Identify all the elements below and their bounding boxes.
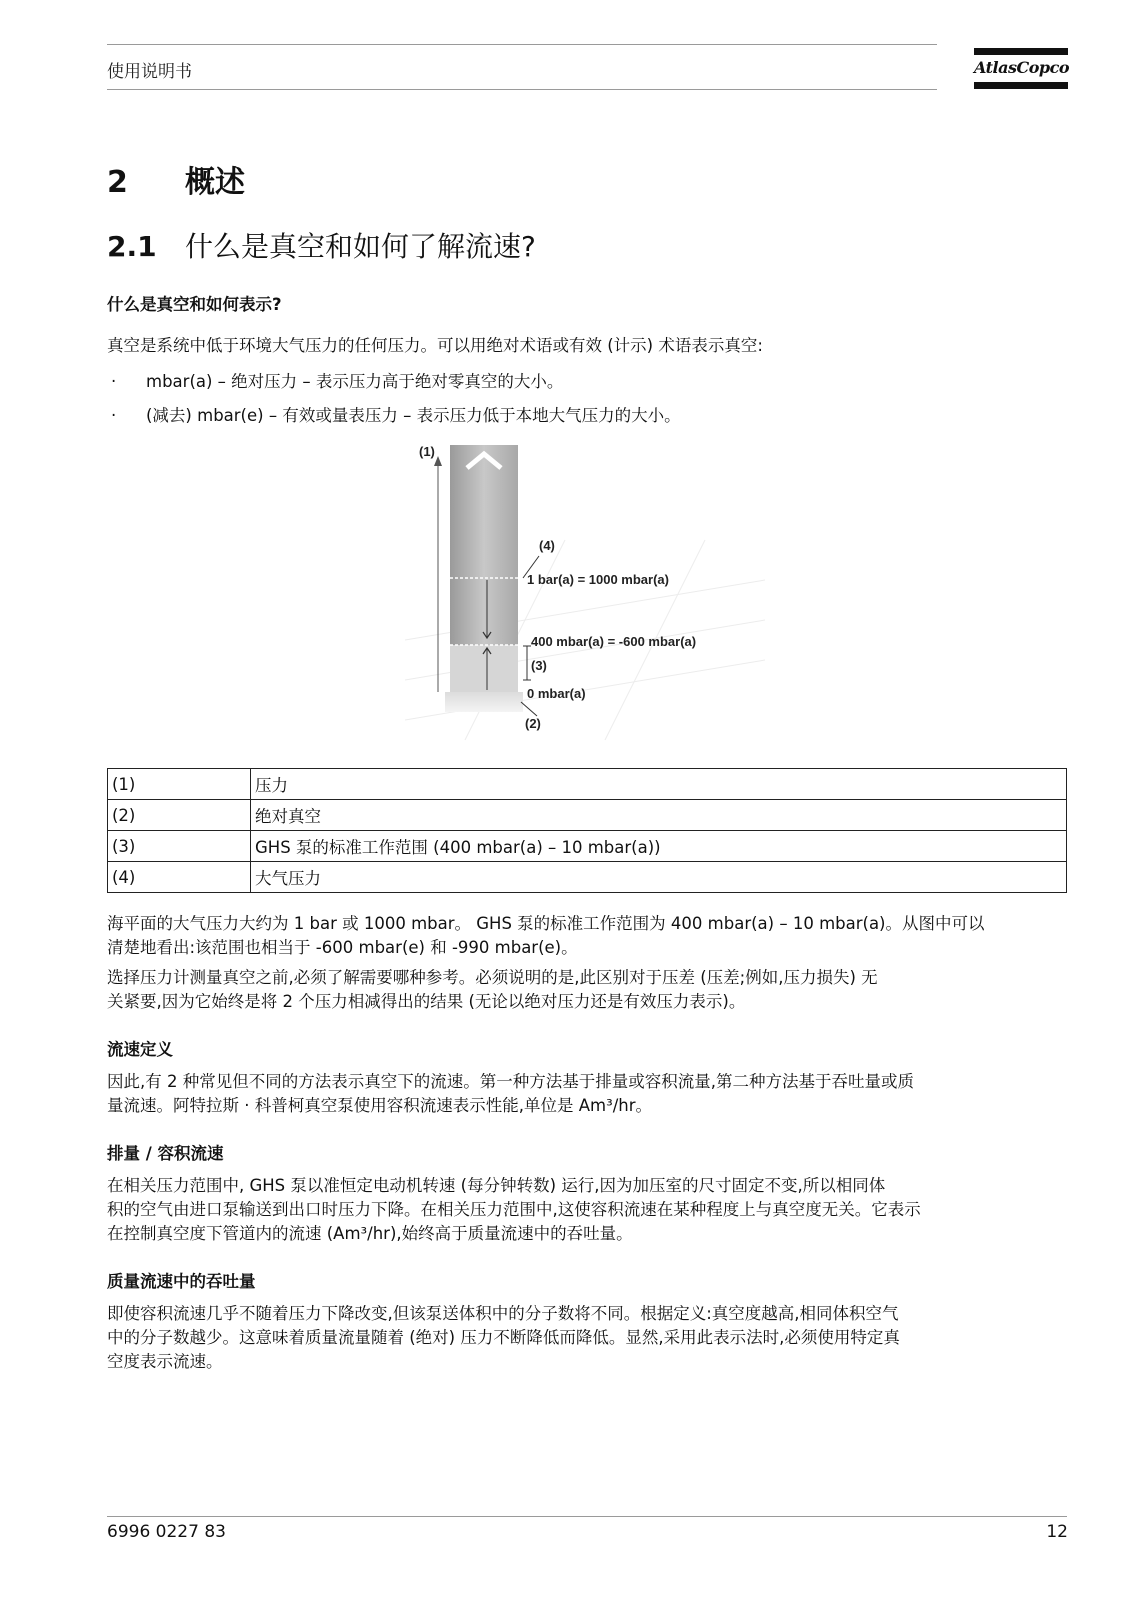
legend-key: (2) [108, 800, 251, 831]
paragraph-gauge-reference [107, 966, 1067, 1014]
header-title: 使用说明书 [107, 62, 192, 82]
paragraph-line: 关紧要,因为它始终是将 2 个压力相减得出的结果 (无论以绝对压力还是有效压力表示)。 [107, 992, 746, 1011]
pressure-diagram [405, 440, 765, 745]
legend-value: 压力 [251, 769, 1067, 800]
figure-label-3: (3) [531, 658, 547, 673]
page-number: 12 [1046, 1522, 1068, 1542]
paragraph-line: 在相关压力范围中, GHS 泵以准恒定电动机转速 (每分钟转数) 运行,因为加压室的尺寸固定不变,所以相同体 [107, 1176, 886, 1195]
legend-key: (4) [108, 862, 251, 893]
figure-label-2: (2) [525, 716, 541, 731]
paragraph-line: 海平面的大气压力大约为 1 bar 或 1000 mbar。 GHS 泵的标准工作范围为 400 mbar(a) – 10 mbar(a)。从图中可以 [107, 914, 985, 933]
subsection-title: 什么是真空和如何了解流速? [185, 230, 536, 263]
document-number: 6996 0227 83 [107, 1522, 226, 1542]
paragraph-line: 积的空气由进口泵输送到出口时压力下降。在相关压力范围中,这使容积流速在某种程度上与真空度无关。它表示 [107, 1200, 921, 1219]
logo-bottom-bar [974, 82, 1068, 89]
range-pressure-label: 400 mbar(a) = -600 mbar(a) [531, 634, 697, 649]
table-row [108, 800, 1067, 831]
logo-wordmark: AtlasCopco [974, 58, 1069, 77]
leader-2 [521, 702, 537, 716]
bullet-dot: · [111, 372, 117, 391]
subsection-heading [107, 225, 536, 265]
paragraph-line: 量流速。阿特拉斯 · 科普柯真空泵使用容积流速表示性能,单位是 Am³/hr。 [107, 1096, 652, 1115]
legend-key: (1) [108, 769, 251, 800]
legend-value: GHS 泵的标准工作范围 (400 mbar(a) – 10 mbar(a)) [251, 831, 1067, 862]
atlas-copco-logo [974, 46, 1068, 92]
bullet-dot: · [111, 406, 117, 425]
paragraph-line: 清楚地看出:该范围也相当于 -600 mbar(e) 和 -990 mbar(e)。 [107, 938, 578, 957]
zero-pressure-label: 0 mbar(a) [527, 686, 586, 701]
legend-key: (3) [108, 831, 251, 862]
paragraph-line: 空度表示流速。 [107, 1352, 223, 1371]
pressure-arrow-head [434, 456, 442, 466]
section-title: 概述 [185, 165, 245, 200]
paragraph-displacement [107, 1174, 1067, 1246]
subheading-flow-definition: 流速定义 [107, 1040, 173, 1059]
section-heading [107, 157, 245, 201]
section-number: 2 [107, 165, 128, 200]
atmospheric-pressure-label: 1 bar(a) = 1000 mbar(a) [527, 572, 669, 587]
figure-legend-table [107, 768, 1067, 893]
paragraph-throughput [107, 1302, 1067, 1374]
subsection-number: 2.1 [107, 230, 157, 263]
header-bottom-rule [107, 89, 937, 90]
vacuum-intro: 真空是系统中低于环境大气压力的任何压力。可以用绝对术语或有效 (计示) 术语表示真空: [107, 336, 763, 355]
paragraph-line: 选择压力计测量真空之前,必须了解需要哪种参考。必须说明的是,此区别对于压差 (压差;例如,压力损失) 无 [107, 968, 878, 987]
table-row [108, 831, 1067, 862]
paragraph-flow-definition [107, 1070, 1067, 1118]
subheading-displacement: 排量 / 容积流速 [107, 1144, 224, 1163]
paragraph-line: 因此,有 2 种常见但不同的方法表示真空下的流速。第一种方法基于排量或容积流量,第二种方法基于吞吐量或质 [107, 1072, 914, 1091]
legend-value: 大气压力 [251, 862, 1067, 893]
bullet-text: (减去) mbar(e) – 有效或量表压力 – 表示压力低于本地大气压力的大小。 [146, 406, 681, 425]
header-top-rule [107, 44, 937, 45]
paragraph-line: 中的分子数越少。这意味着质量流量随着 (绝对) 压力不断降低而降低。显然,采用此表示法时,必须使用特定真 [107, 1328, 900, 1347]
legend-value: 绝对真空 [251, 800, 1067, 831]
column-base [445, 692, 523, 712]
bullet-item-absolute [111, 368, 563, 392]
subheading-throughput: 质量流速中的吞吐量 [107, 1272, 256, 1291]
paragraph-atmospheric [107, 912, 1067, 960]
logo-top-bar [974, 48, 1068, 55]
paragraph-line: 即使容积流速几乎不随着压力下降改变,但该泵送体积中的分子数将不同。根据定义:真空度越高,相同体积空气 [107, 1304, 899, 1323]
footer-rule [107, 1516, 1067, 1517]
bullet-text: mbar(a) – 绝对压力 – 表示压力高于绝对零真空的大小。 [146, 372, 564, 391]
table-row [108, 769, 1067, 800]
table-row [108, 862, 1067, 893]
figure-label-4: (4) [539, 538, 555, 553]
figure-label-1: (1) [419, 444, 435, 459]
subheading-vacuum: 什么是真空和如何表示? [107, 295, 282, 314]
paragraph-line: 在控制真空度下管道内的流速 (Am³/hr),始终高于质量流速中的吞吐量。 [107, 1224, 633, 1243]
bullet-item-effective [111, 402, 681, 426]
